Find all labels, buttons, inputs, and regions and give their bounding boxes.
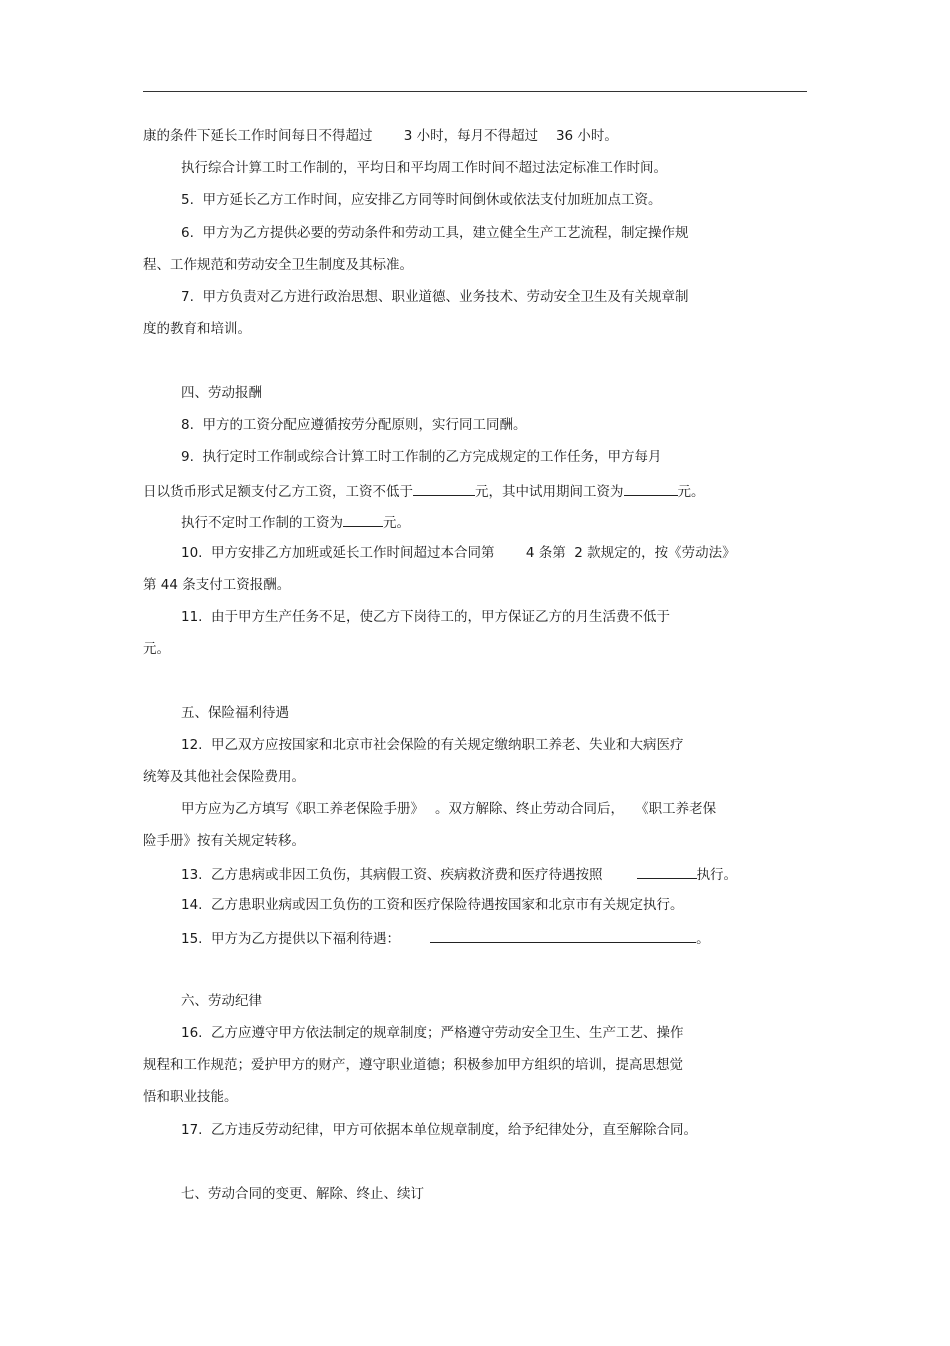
text-segment: 元，其中试用期间工资为 bbox=[475, 484, 624, 500]
clause-7: 7. 甲方负责对乙方进行政治思想、职业道德、业务技术、劳动安全卫生及有关规章制 bbox=[181, 289, 689, 305]
blank-field bbox=[637, 864, 697, 879]
text-segment: 。 bbox=[696, 931, 710, 947]
text-line: 度的教育和培训。 bbox=[143, 321, 251, 337]
section-heading-4: 四、劳动报酬 bbox=[181, 385, 262, 401]
text-line bbox=[181, 512, 410, 532]
blank-field bbox=[430, 928, 696, 943]
text-line: 元。 bbox=[143, 641, 170, 657]
clause-13 bbox=[181, 864, 737, 884]
text-line: 第 44 条支付工资报酬。 bbox=[143, 577, 291, 593]
text-segment: 日以货币形式足额支付乙方工资，工资不低于 bbox=[143, 484, 413, 500]
clause-16: 16. 乙方应遵守甲方依法制定的规章制度；严格遵守劳动安全卫生、生产工艺、操作 bbox=[181, 1025, 684, 1041]
text-segment: 15. 甲方为乙方提供以下福利待遇： bbox=[181, 931, 401, 947]
text-line: 悟和职业技能。 bbox=[143, 1089, 238, 1105]
clause-17: 17. 乙方违反劳动纪律，甲方可依据本单位规章制度，给予纪律处分，直至解除合同。 bbox=[181, 1122, 698, 1138]
text-segment: 元。 bbox=[677, 484, 705, 500]
clause-14: 14. 乙方患职业病或因工负伤的工资和医疗保险待遇按国家和北京市有关规定执行。 bbox=[181, 897, 684, 913]
text-segment: 13. 乙方患病或非因工负伤，其病假工资、疾病救济费和医疗待遇按照 bbox=[181, 867, 603, 883]
clause-12: 12. 甲乙双方应按国家和北京市社会保险的有关规定缴纳职工养老、失业和大病医疗 bbox=[181, 737, 684, 753]
blank-field bbox=[343, 512, 383, 527]
text-segment: 执行不定时工作制的工资为 bbox=[181, 515, 343, 531]
clause-11: 11. 由于甲方生产任务不足，使乙方下岗待工的，甲方保证乙方的月生活费不低于 bbox=[181, 609, 671, 625]
text-line: 规程和工作规范；爱护甲方的财产，遵守职业道德；积极参加甲方组织的培训，提高思想觉 bbox=[143, 1057, 683, 1073]
text-line: 执行综合计算工时工作制的，平均日和平均周工作时间不超过法定标准工作时间。 bbox=[181, 160, 667, 176]
blank-field bbox=[624, 481, 678, 496]
section-heading-6: 六、劳动纪律 bbox=[181, 993, 262, 1009]
text-line: 甲方应为乙方填写《职工养老保险手册》 。双方解除、终止劳动合同后， 《职工养老保 bbox=[181, 801, 717, 817]
text-segment: 元。 bbox=[383, 515, 410, 531]
header-rule bbox=[143, 91, 807, 92]
section-heading-7: 七、劳动合同的变更、解除、终止、续订 bbox=[181, 1186, 424, 1202]
text-segment: 执行。 bbox=[696, 867, 738, 883]
clause-5: 5. 甲方延长乙方工作时间，应安排乙方同等时间倒休或依法支付加班加点工资。 bbox=[181, 192, 662, 208]
clause-15 bbox=[181, 928, 710, 948]
text-line: 康的条件下延长工作时间每日不得超过 3 小时，每月不得超过 36 小时。 bbox=[143, 128, 618, 144]
text-line: 程、工作规范和劳动安全卫生制度及其标准。 bbox=[143, 257, 413, 273]
text-line: 统筹及其他社会保险费用。 bbox=[143, 769, 305, 785]
section-heading-5: 五、保险福利待遇 bbox=[181, 705, 289, 721]
text-line bbox=[143, 481, 705, 501]
clause-9: 9. 执行定时工作制或综合计算工时工作制的乙方完成规定的工作任务，甲方每月 bbox=[181, 449, 662, 465]
blank-field bbox=[413, 481, 475, 496]
text-line: 险手册》按有关规定转移。 bbox=[143, 833, 305, 849]
clause-10: 10. 甲方安排乙方加班或延长工作时间超过本合同第 4 条第 2 款规定的，按《劳动法》 bbox=[181, 545, 736, 561]
clause-8: 8. 甲方的工资分配应遵循按劳分配原则，实行同工同酬。 bbox=[181, 417, 527, 433]
clause-6: 6. 甲方为乙方提供必要的劳动条件和劳动工具，建立健全生产工艺流程，制定操作规 bbox=[181, 225, 689, 241]
